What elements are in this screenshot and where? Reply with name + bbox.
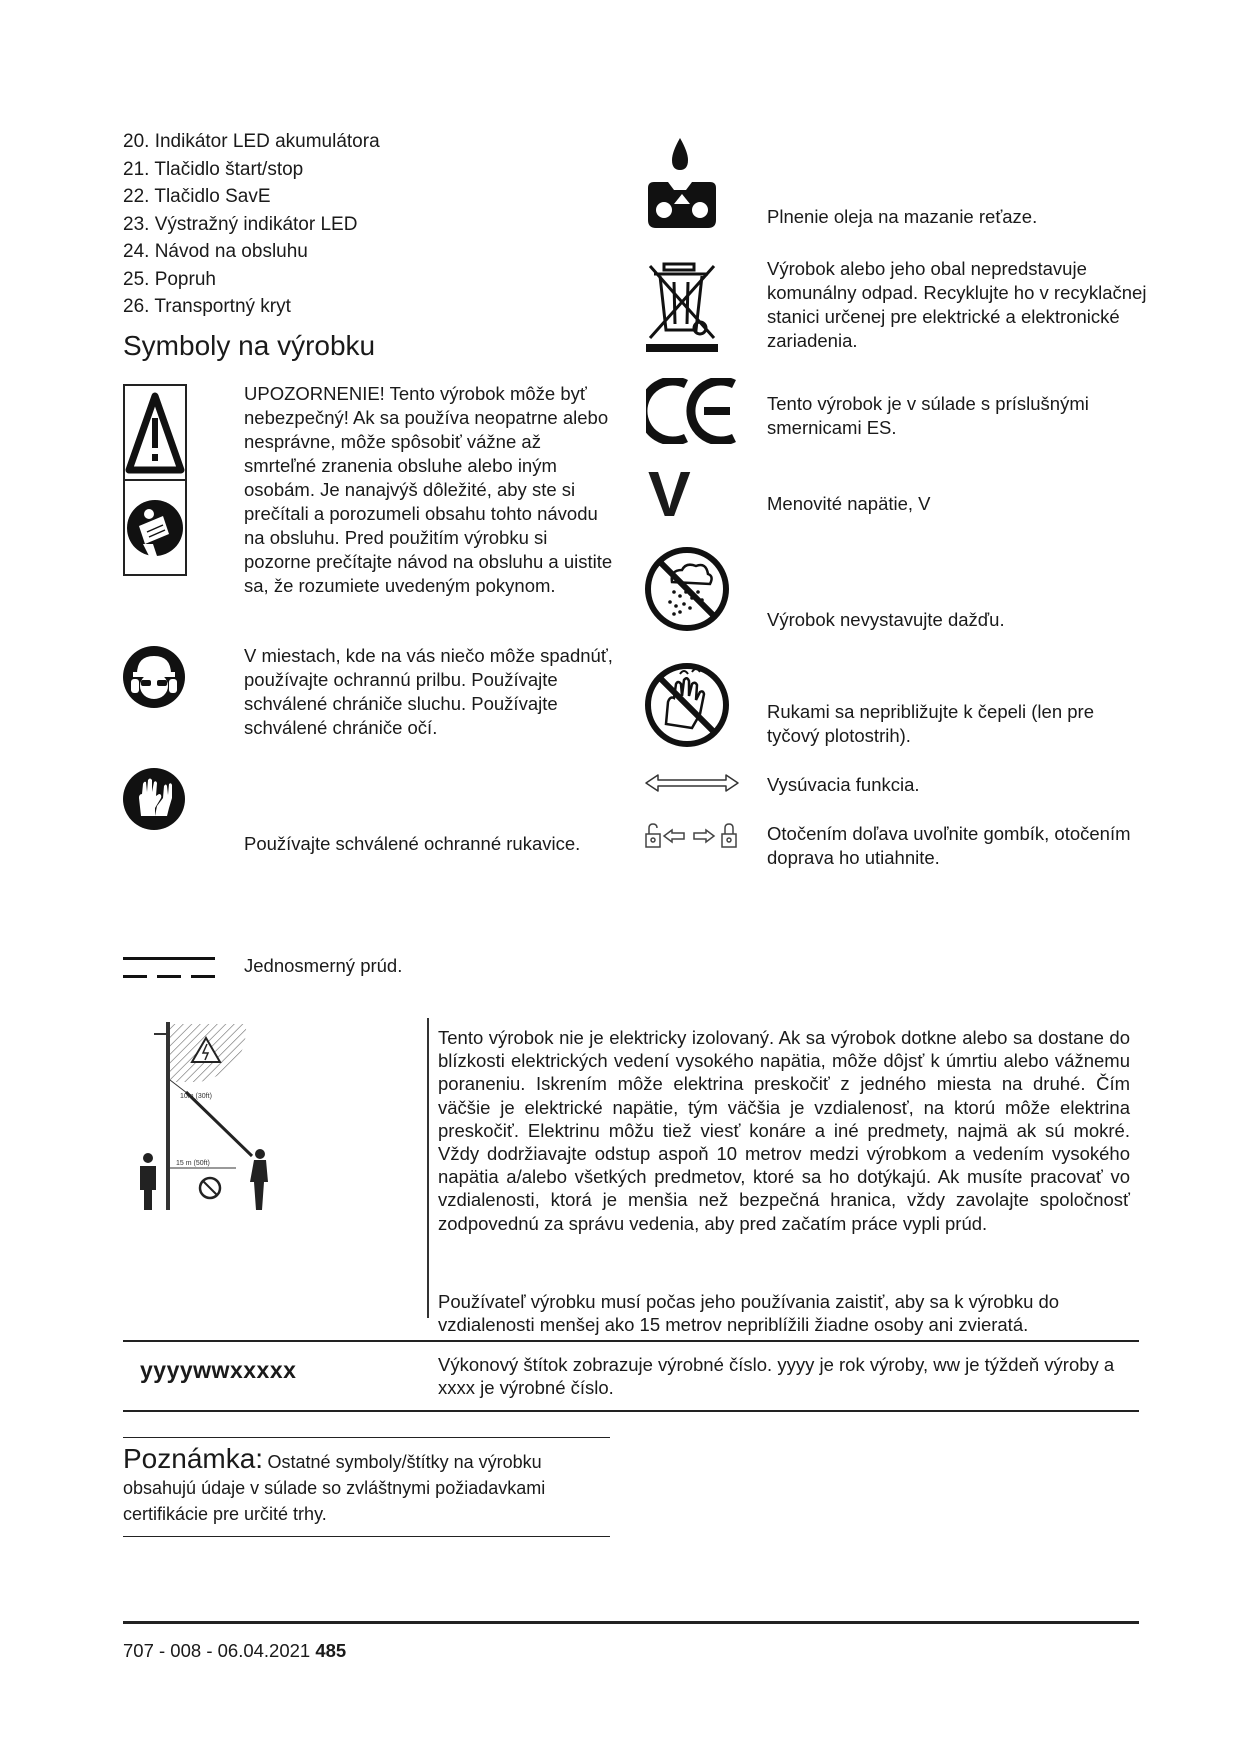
- section-title: Symboly na výrobku: [123, 330, 376, 361]
- page-number: 485: [315, 1640, 347, 1661]
- oil-text: Plnenie oleja na mazanie reťaze.: [767, 206, 1038, 227]
- note-divider-bottom: [123, 1536, 610, 1537]
- keep-hands-away-icon: [644, 662, 730, 748]
- no-rain-icon: [644, 546, 730, 632]
- distance-15m-label: 15 m (50ft): [176, 1160, 210, 1167]
- helmet-text: V miestach, kde na vás niečo môže spadnúť, používajte ochrannú prilbu. Používajte schválené chrániče sluchu. Používajte schválené chrániče očí.: [244, 645, 613, 738]
- power-line-distance-text: Používateľ výrobku musí počas jeho používania zaistiť, aby sa k výrobku do vzdialenosti menšej ako 15 metrov nepriblížili žiadne osoby ani zvieratá.: [438, 1291, 1060, 1336]
- list-item: 24. Návod na obsluhu: [123, 241, 308, 262]
- gloves-text: Používajte schválené ochranné rukavice.: [244, 833, 581, 854]
- telescopic-text: Vysúvacia funkcia.: [767, 774, 920, 795]
- warning-manual-text: UPOZORNENIE! Tento výrobok môže byť nebezpečný! Ak sa používa neopatrne alebo nesprávne, môže spôsobiť vážne až smrteľné zranenia obsluhe alebo iným osobám. Je nanajvýš dôležité, aby ste si prečítali a porozumeli obsahu tohto návodu na obsluhu. Pred použitím výrobku si pozorne prečítajte návod na obsluhu a uistite sa, že rozumiete uvedeným pokynom.: [244, 383, 613, 596]
- parts-list: [123, 128, 380, 321]
- direct-current-icon: [123, 957, 215, 979]
- table-divider: [123, 1340, 1139, 1342]
- table-divider-vertical: [427, 1018, 429, 1318]
- telescopic-arrow-icon: [644, 773, 740, 793]
- note-title: Poznámka:: [123, 1443, 264, 1474]
- serial-text: Výkonový štítok zobrazuje výrobné číslo. yyyy je rok výroby, ww je týždeň výroby a xxxx je výrobné číslo.: [438, 1354, 1115, 1399]
- list-item: 22. Tlačidlo SavE: [123, 186, 271, 207]
- weee-text: Výrobok alebo jeho obal nepredstavuje komunálny odpad. Recyklujte ho v recyklačnej stanici určenej pre elektrické a elektronické zariadenia.: [767, 258, 1147, 351]
- weee-bin-icon: [644, 258, 720, 354]
- voltage-icon: V: [648, 458, 691, 530]
- list-item: 21. Tlačidlo štart/stop: [123, 158, 304, 180]
- power-line-distance-icon: [136, 1020, 286, 1210]
- knob-text: Otočením doľava uvoľnite gombík, otočením doprava ho utiahnite.: [767, 823, 1131, 868]
- dc-text: Jednosmerný prúd.: [244, 955, 403, 976]
- ce-mark-icon: [646, 378, 738, 444]
- gloves-icon: [123, 768, 185, 830]
- footer: [123, 1640, 346, 1662]
- note-text: Ostatné symboly/štítky na výrobku obsahujú údaje v súlade so zvláštnymi požiadavkami certifikácie pre určité trhy.: [123, 1452, 546, 1524]
- note: [123, 1443, 613, 1528]
- table-divider: [123, 1410, 1139, 1412]
- list-item: 26. Transportný kryt: [123, 296, 291, 317]
- note-divider-top: [123, 1437, 610, 1438]
- footer-doc-id: 707 - 008 - 06.04.2021: [123, 1640, 311, 1661]
- voltage-text: Menovité napätie, V: [767, 493, 931, 514]
- chain-oil-icon: [646, 138, 718, 232]
- footer-divider: [123, 1621, 1139, 1624]
- distance-10m-label: 10m (30ft): [180, 1093, 212, 1100]
- ce-text: Tento výrobok je v súlade s príslušnými smernicami ES.: [767, 393, 1089, 438]
- warning-read-manual-icon: [123, 384, 187, 576]
- lock-unlock-icon: [644, 822, 740, 850]
- rain-text: Výrobok nevystavujte dažďu.: [767, 609, 1005, 630]
- list-item: 23. Výstražný indikátor LED: [123, 213, 358, 235]
- serial-code: yyyywwxxxxx: [140, 1357, 297, 1383]
- list-item: 25. Popruh: [123, 268, 216, 290]
- power-line-warning-text: Tento výrobok nie je elektricky izolovaný. Ak sa výrobok dotkne alebo sa dostane do blízkosti elektrických vedení vysokého napätia, môže dôjsť k úmrtiu alebo vážnemu poraneniu. Iskrením môže elektrina preskočiť z jedného miesta na druhé. Čím väčšie je elektrické napätie, tým väčšia je vzdialenosť, na ktorú môže elektrina preskočiť. Elektrinu môžu tiež viesť konáre a iné predmety, najmä ak sú mokré. Vždy dodržiavajte odstup aspoň 10 metrov medzi výrobkom a vedením vysokého napätia a/alebo všetkých predmetov, ktoré sa ho dotýkajú. Ak musíte pracovať vo vzdialenosti, ktorá je menšia než bezpečná hranica, vždy zavolajte spoločnosť zodpovednú za správu vedenia, aby pred začatím práce vypli prúd.: [438, 1027, 1130, 1234]
- list-item: 20. Indikátor LED akumulátora: [123, 131, 380, 152]
- hands-text: Rukami sa nepribližujte k čepeli (len pre tyčový plotostrih).: [767, 701, 1094, 746]
- helmet-ear-eye-protection-icon: [123, 646, 185, 708]
